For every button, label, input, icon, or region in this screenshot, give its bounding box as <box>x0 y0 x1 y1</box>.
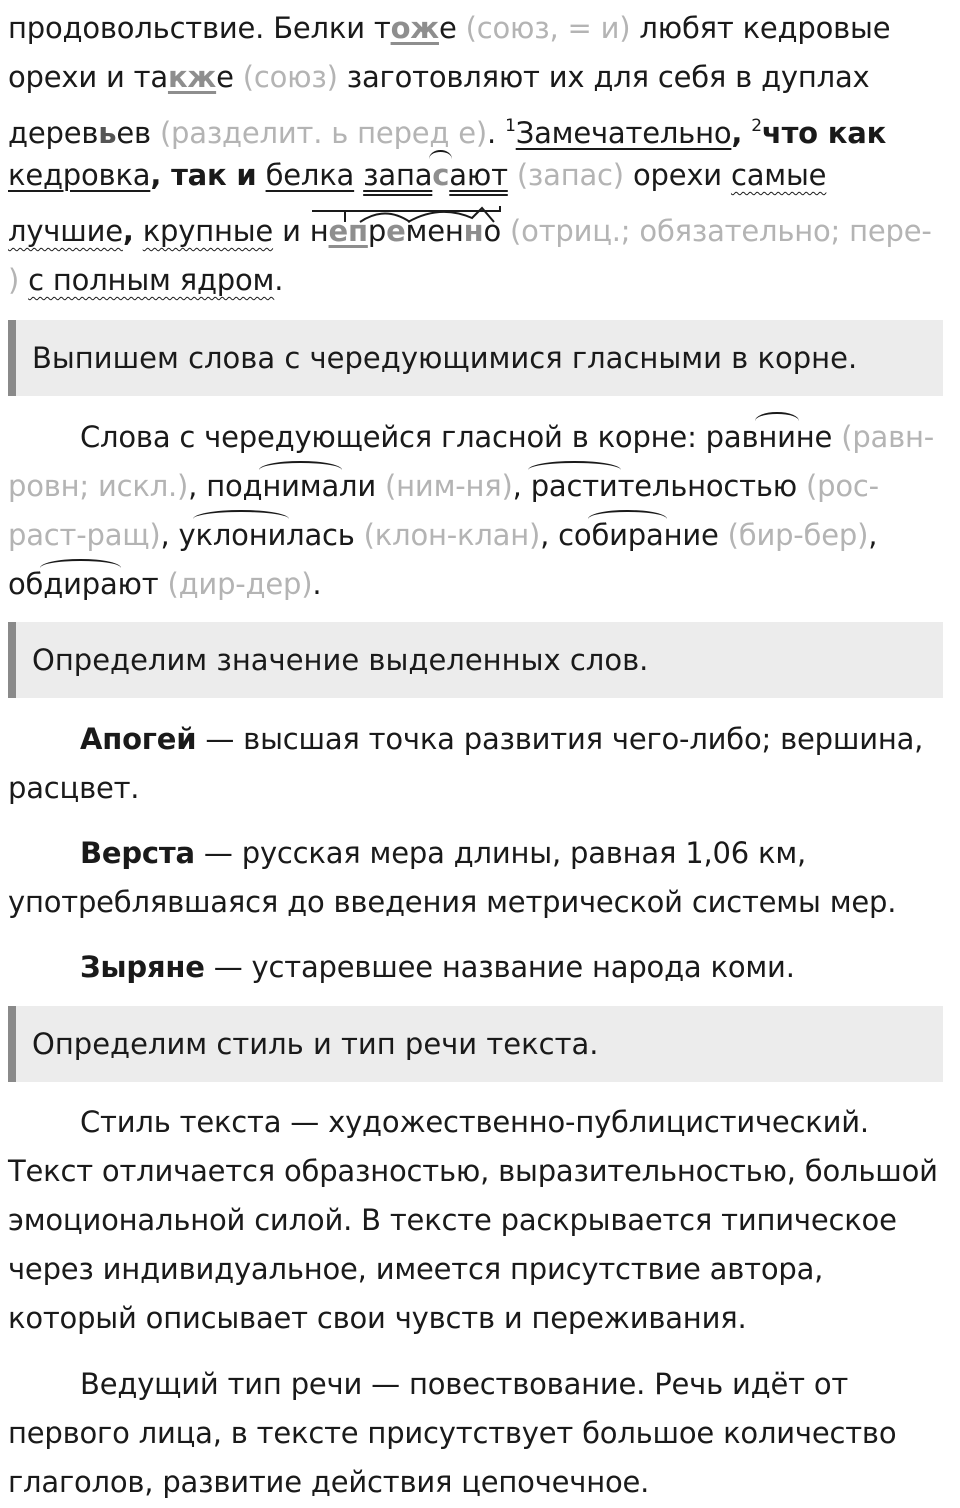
definition-term: Верста <box>80 836 195 870</box>
subject-word: кедровка <box>8 158 151 192</box>
text-run: , под <box>188 469 263 503</box>
definition-apogee-cont <box>8 768 139 808</box>
grammar-note: (бир-бер) <box>727 518 869 552</box>
prefix-mark <box>312 206 500 211</box>
grammar-note: (рос- <box>806 469 879 503</box>
text-run: орехи и та <box>8 60 168 94</box>
section-banner <box>8 320 943 396</box>
text-run: , <box>868 518 878 552</box>
text-run: е <box>438 11 466 45</box>
definition-versta-cont <box>8 882 896 922</box>
type-line-3: глаголов, развитие действия цепочечное. <box>8 1465 650 1499</box>
root-arc: дира <box>43 564 117 604</box>
definition-apogee <box>80 719 923 759</box>
definition-term: Апогей <box>80 722 197 756</box>
grammar-note: ) <box>8 263 20 297</box>
grammar-note: (равн- <box>841 420 935 454</box>
text-run: продовольствие. Белки т <box>8 11 391 45</box>
text-run: любят кедровые <box>630 11 891 45</box>
section-banner <box>8 1006 943 1082</box>
grammar-note: ровн; искл.) <box>8 469 189 503</box>
alternation-line-2 <box>8 466 879 506</box>
text-run: н <box>309 214 329 248</box>
grammar-note: (клон-клан) <box>363 518 541 552</box>
text-run: дерев <box>8 116 99 150</box>
conjunction: что как <box>761 116 887 150</box>
grammar-note: (союз) <box>242 60 338 94</box>
text-run: . <box>312 567 322 601</box>
text-run: орехи <box>623 158 731 192</box>
text-run: . <box>487 116 506 150</box>
text-run: р <box>367 214 387 248</box>
comma-mark: , <box>122 214 134 248</box>
text-run: и <box>273 214 310 248</box>
text-run: , со <box>540 518 592 552</box>
definition-term: Зыряне <box>80 950 205 984</box>
text-run: мен <box>405 214 464 248</box>
text-run: лась <box>286 518 364 552</box>
attribute-word: самые <box>730 158 827 192</box>
text-run: об <box>8 567 44 601</box>
text-run: , <box>512 469 531 503</box>
definition-text: — русская мера длины, равная 1,06 км, <box>194 836 807 870</box>
root-arc: нима <box>262 466 339 506</box>
style-line-2: Текст отличается образностью, выразительностью, большой <box>8 1154 938 1188</box>
alternation-line-1 <box>80 417 934 457</box>
grammar-note: (разделит. ь перед е) <box>159 116 488 150</box>
banner-text: Определим значение выделенных слов. <box>32 643 649 677</box>
comma-mark: , <box>150 158 162 192</box>
attribute-word: лучшие <box>8 214 123 248</box>
alternation-line-3 <box>8 515 877 555</box>
text-run: Слова с чередующейся гласной в корне: <box>80 420 706 454</box>
highlighted-letters: п <box>348 214 368 248</box>
section-banner <box>8 622 943 698</box>
definition-versta <box>80 833 806 873</box>
type-line-2: первого лица, в тексте присутствует большое количество <box>8 1416 897 1450</box>
attribute-word: с полным ядром <box>28 263 275 297</box>
text-run: заготовляют их для себя в дуплах <box>337 60 870 94</box>
root-arc <box>360 214 410 223</box>
banner-text: Определим стиль и тип речи текста. <box>32 1027 599 1061</box>
root-arc: бира <box>591 515 663 555</box>
text-run: ют <box>117 567 168 601</box>
text-run: тельностью <box>617 469 806 503</box>
text-run: е <box>216 60 243 94</box>
banner-text: Выпишем слова с чередующимися гласными в корне. <box>32 341 858 375</box>
highlighted-letters: е <box>328 214 348 248</box>
definition-text: — высшая точка развития чего-либо; вершина, <box>196 722 924 756</box>
alternation-line-4 <box>8 564 321 604</box>
definition-text: — устаревшее название народа коми. <box>204 950 795 984</box>
text-run: ев <box>116 116 160 150</box>
root-arc: ни <box>758 417 795 457</box>
subject-word: белка <box>265 158 355 192</box>
type-line-1: Ведущий тип речи — повествование. Речь идёт от <box>80 1367 849 1401</box>
root-arc: клони <box>196 515 287 555</box>
highlighted-letters: ож <box>390 11 439 45</box>
text-run: не <box>795 420 833 454</box>
highlighted-letters: е <box>386 214 406 248</box>
text-run: . <box>274 263 284 297</box>
clause-number: 2 <box>751 116 762 136</box>
grammar-note: (дир-дер) <box>167 567 313 601</box>
highlighted-letters: ь <box>98 116 117 150</box>
style-line-3: эмоциональной силой. В тексте раскрывается типическое <box>8 1203 897 1237</box>
root-arc: расти <box>531 466 618 506</box>
style-line-1: Стиль текста — художественно-публицистический. <box>80 1105 869 1139</box>
style-line-5: который описывает свои чувств и переживания. <box>8 1301 747 1335</box>
text-run: ают <box>449 158 508 192</box>
highlighted-letters: с <box>432 158 450 192</box>
definition-text: употреблявшаяся до введения метрической системы мер. <box>8 885 897 919</box>
grammar-note: раст-ращ) <box>8 518 161 552</box>
grammar-note: (запас) <box>516 158 624 192</box>
attribute-word: крупные <box>142 214 274 248</box>
text-run: о <box>483 214 502 248</box>
text-run: запа <box>363 158 433 192</box>
grammar-note: (отриц.; обязательно; пере- <box>510 214 932 248</box>
comma-mark: , <box>731 116 743 150</box>
definition-text: расцвет. <box>8 771 140 805</box>
text-run: ли <box>339 469 386 503</box>
highlighted-letters: кж <box>167 60 217 94</box>
highlighted-letters: н <box>463 214 484 248</box>
definition-zyryane <box>80 947 795 987</box>
clause-number: 1 <box>505 116 516 136</box>
grammar-note: (ним-ня) <box>385 469 513 503</box>
introductory-word: Замечательно <box>515 116 732 150</box>
grammar-note: (союз, = и) <box>465 11 631 45</box>
text-run: , у <box>160 518 196 552</box>
text-run <box>832 420 841 454</box>
conjunction: так и <box>161 158 257 192</box>
style-line-4: через индивидуальное, имеется присутствие автора, <box>8 1252 824 1286</box>
text-run: рав <box>705 420 759 454</box>
text-run: ние <box>663 518 728 552</box>
